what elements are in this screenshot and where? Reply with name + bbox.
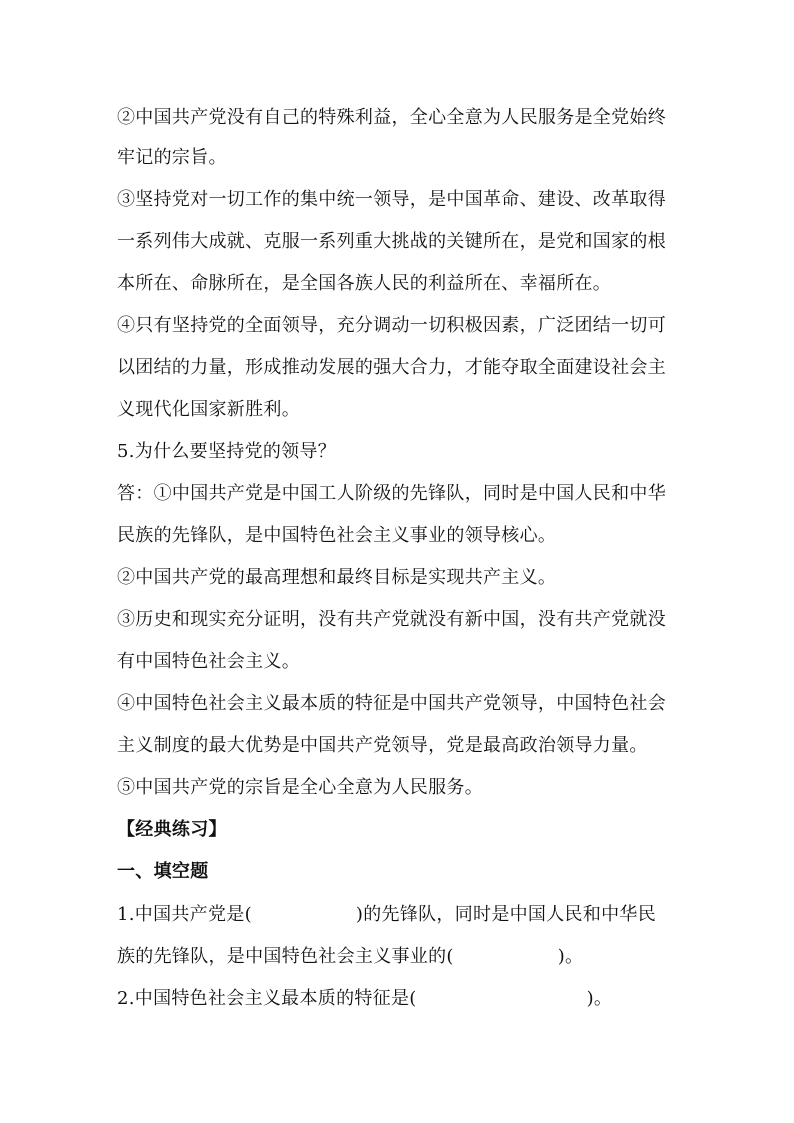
- text-line: ②中国共产党的最高理想和最终目标是实现共产主义。: [117, 567, 557, 588]
- text-line: 以团结的力量，形成推动发展的强大合力，才能夺取全面建设社会主: [117, 357, 666, 378]
- text-line: ③历史和现实充分证明，没有共产党就没有新中国，没有共产党就没: [117, 609, 666, 630]
- text-line: ②中国共产党没有自己的特殊利益，全心全意为人民服务是全党始终: [117, 107, 666, 128]
- text-line: ④只有坚持党的全面领导，充分调动一切积极因素，广泛团结一切可: [117, 315, 666, 336]
- fill-blank-question-2: [117, 986, 682, 1011]
- question-text: )。: [586, 988, 613, 1009]
- answer-blank[interactable]: [252, 902, 356, 920]
- question-text: 1.中国共产党是(: [117, 904, 252, 925]
- text-line: 主义制度的最大优势是中国共产党领导，党是最高政治领导力量。: [117, 735, 648, 756]
- question-heading: 5.为什么要坚持党的领导？: [117, 441, 337, 462]
- text-line: ③坚持党对一切工作的集中统一领导，是中国革命、建设、改革取得: [117, 189, 666, 210]
- text-line: 牢记的宗旨。: [117, 147, 227, 168]
- subsection-title: 一、填空题: [117, 861, 209, 882]
- text-line: 义现代化国家新胜利。: [117, 399, 300, 420]
- section-title: 【经典练习】: [117, 819, 227, 840]
- question-text: )的先锋队，同时是中国人民和中华民: [355, 904, 657, 925]
- text-line: 本所在、命脉所在，是全国各族人民的利益所在、幸福所在。: [117, 273, 612, 294]
- question-text: 族的先锋队，是中国特色社会主义事业的(: [117, 946, 454, 967]
- text-line: 民族的先锋队，是中国特色社会主义事业的领导核心。: [117, 525, 557, 546]
- text-line: 一系列伟大成就、克服一系列重大挑战的关键所在，是党和国家的根: [117, 231, 666, 252]
- fill-blank-question-1-continued: [117, 944, 682, 969]
- answer-blank[interactable]: [454, 944, 558, 962]
- question-text: )。: [557, 946, 584, 967]
- fill-blank-question-1: [117, 902, 682, 927]
- text-line: ④中国特色社会主义最本质的特征是中国共产党领导，中国特色社会: [117, 693, 666, 714]
- question-text: 2.中国特色社会主义最本质的特征是(: [117, 988, 417, 1009]
- answer-blank[interactable]: [417, 986, 587, 1004]
- text-line: ⑤中国共产党的宗旨是全心全意为人民服务。: [117, 777, 483, 798]
- text-line: 有中国特色社会主义。: [117, 651, 300, 672]
- answer-line: 答：①中国共产党是中国工人阶级的先锋队，同时是中国人民和中华: [117, 483, 666, 504]
